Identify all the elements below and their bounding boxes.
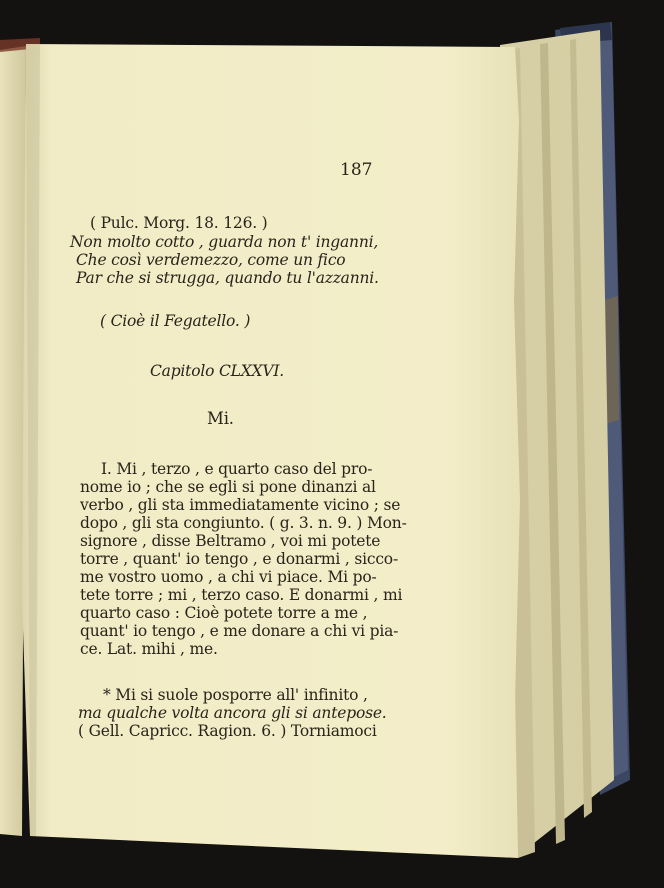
note-line: ( Gell. Capricc. Ragion. 6. ) Torniamoci	[78, 722, 377, 740]
entry-line: me vostro uomo , a chi vi piace. Mi po-	[80, 568, 377, 586]
entry-line: verbo , gli sta immediatamente vicino ; se	[80, 496, 401, 514]
note-line: ma qualche volta ancora gli si antepose.	[78, 704, 387, 722]
verse-line: Par che si strugga, quando tu l'azzanni.	[76, 269, 379, 287]
citation: ( Pulc. Morg. 18. 126. )	[90, 214, 268, 232]
page-number: 187	[340, 160, 373, 180]
entry-line: ce. Lat. mihi , me.	[80, 640, 218, 658]
entry-line: quarto caso : Cioè potete torre a me ,	[80, 604, 368, 622]
entry-line: quant' io tengo , e me donare a chi vi pia-	[80, 622, 399, 640]
entry-line: signore , disse Beltramo , voi mi potete	[80, 532, 381, 550]
entry-line: tete torre ; mi , terzo caso. E donarmi , mi	[80, 586, 403, 604]
gloss: ( Cioè il Fegatello. )	[100, 312, 251, 330]
verse-line: Non molto cotto , guarda non t' inganni,	[70, 233, 379, 251]
headword: Mi.	[207, 409, 234, 428]
chapter-heading: Capitolo CLXXVI.	[150, 362, 285, 380]
entry-line: torre , quant' io tengo , e donarmi , sicco-	[80, 550, 398, 568]
verse-line: Che così verdemezzo, come un fico	[76, 251, 346, 269]
entry-line: dopo , gli sta congiunto. ( g. 3. n. 9. ) Mon-	[80, 514, 407, 532]
entry-line: nome io ; che se egli si pone dinanzi al	[80, 478, 376, 496]
note-line: * Mi si suole posporre all' infinito ,	[103, 686, 368, 704]
entry-line: I. Mi , terzo , e quarto caso del pro-	[101, 460, 373, 478]
